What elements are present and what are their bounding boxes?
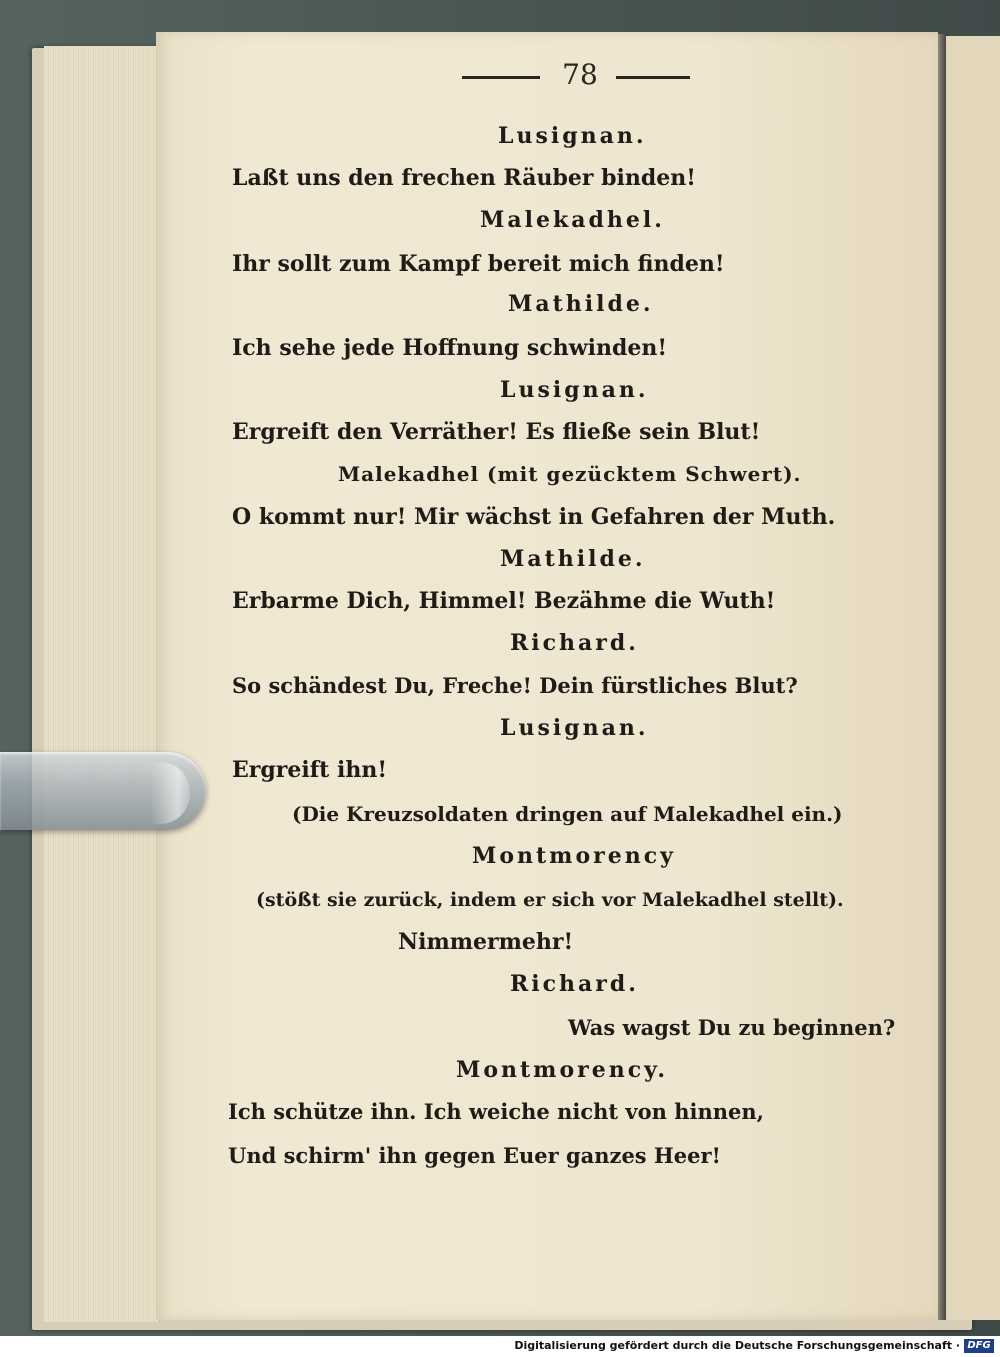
verse-line: Ihr sollt zum Kampf bereit mich finden!: [232, 251, 725, 277]
header-rule-left: [462, 76, 540, 79]
verse-line: Und schirm' ihn gegen Euer ganzes Heer!: [228, 1143, 721, 1168]
speaker-line: Lusignan.: [500, 715, 649, 741]
dfg-logo: DFG: [964, 1339, 994, 1353]
verse-line: Nimmermehr!: [398, 929, 574, 955]
page-edges: [44, 46, 160, 1322]
speaker-line: Mathilde.: [500, 546, 646, 572]
verse-line: Was wagst Du zu beginnen?: [568, 1015, 896, 1040]
verse-line: O kommt nur! Mir wächst in Gefahren der Muth.: [232, 504, 836, 530]
stage-direction: (stößt sie zurück, indem er sich vor Malekadhel stellt).: [256, 889, 844, 911]
verse-line: Ergreift ihn!: [232, 757, 387, 783]
stage-direction: (Die Kreuzsoldaten dringen auf Malekadhel ein.): [292, 802, 843, 826]
speaker-line: Montmorency.: [456, 1057, 669, 1083]
speaker-line: Lusignan.: [498, 123, 647, 149]
speaker-line: Richard.: [510, 630, 639, 656]
speaker-line: Lusignan.: [500, 377, 649, 403]
header-rule-right: [616, 76, 690, 79]
page-number: 78: [562, 58, 598, 91]
verse-line: So schändest Du, Freche! Dein fürstliches Blut?: [232, 673, 798, 698]
facing-page-edge: [946, 36, 1000, 1320]
verse-line: Ich schütze ihn. Ich weiche nicht von hinnen,: [228, 1099, 764, 1124]
speaker-line: Malekadhel (mit gezücktem Schwert).: [338, 462, 802, 486]
speaker-line: Richard.: [510, 971, 639, 997]
speaker-line: Montmorency: [472, 843, 676, 869]
verse-line: Erbarme Dich, Himmel! Bezähme die Wuth!: [232, 588, 776, 614]
speaker-line: Mathilde.: [508, 291, 654, 317]
speaker-line: Malekadhel.: [480, 207, 665, 233]
verse-line: Laßt uns den frechen Räuber binden!: [232, 165, 696, 191]
footer-credit: Digitalisierung gefördert durch die Deutsche Forschungsgemeinschaft ·: [514, 1339, 960, 1352]
verse-line: Ich sehe jede Hoffnung schwinden!: [232, 335, 668, 361]
verse-line: Ergreift den Verräther! Es fließe sein Blut!: [232, 419, 761, 445]
